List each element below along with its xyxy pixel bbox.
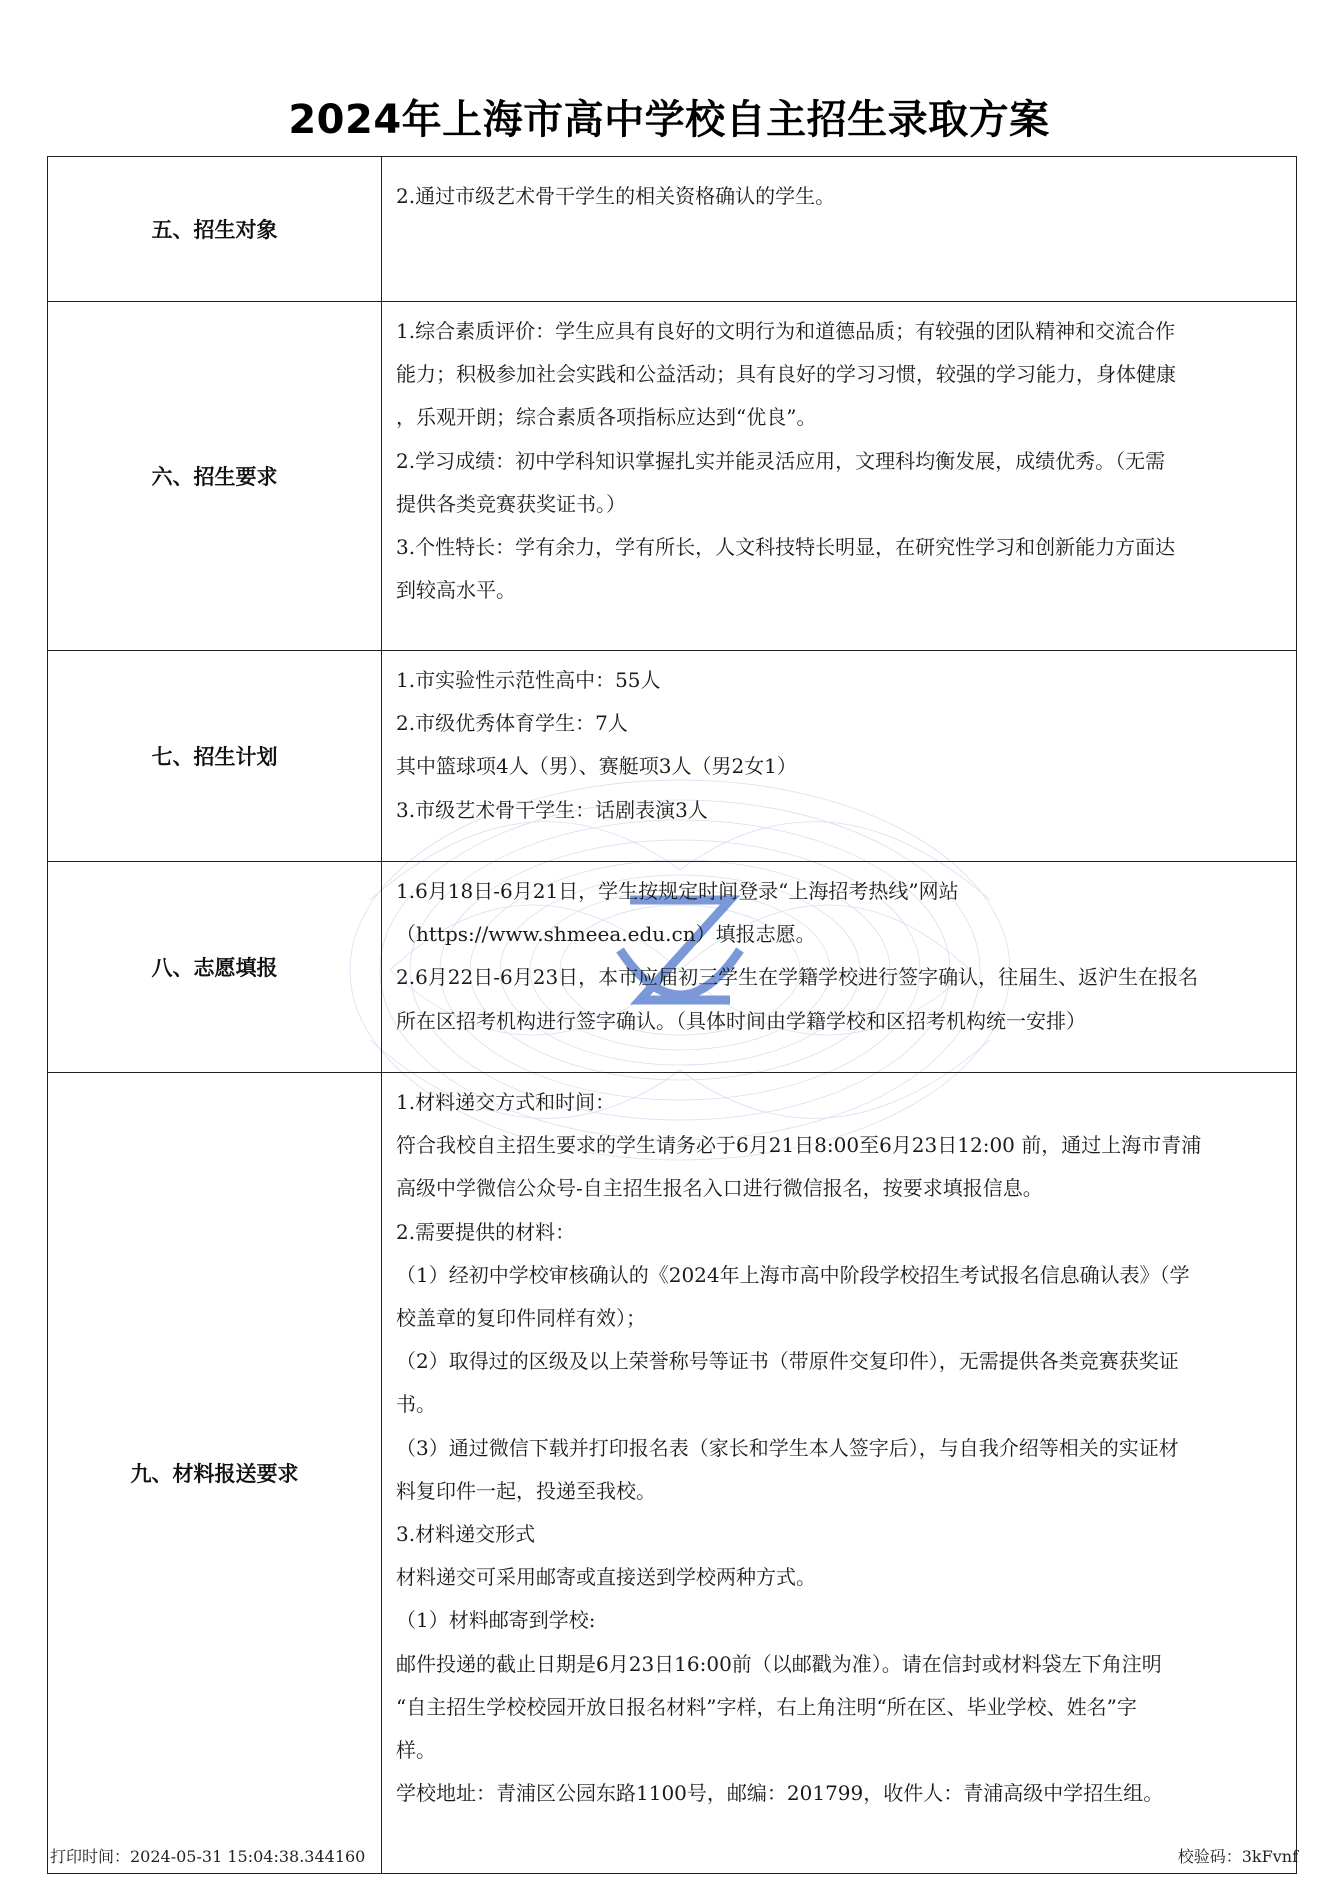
content-line: 2.学习成绩：初中学科知识掌握扎实并能灵活应用，文理科均衡发展，成绩优秀。（无需 bbox=[396, 448, 1166, 473]
table-row bbox=[48, 1073, 1297, 1874]
content-line: 提供各类竞赛获奖证书。） bbox=[396, 491, 626, 516]
content-line: 1.材料递交方式和时间： bbox=[396, 1090, 616, 1114]
content-line: 邮件投递的截止日期是6月23日16:00前（以邮戳为准）。请在信封或材料袋左下角注明 bbox=[396, 1651, 1162, 1676]
content-line: 3.个性特长：学有余力，学有所长，人文科技特长明显，在研究性学习和创新能力方面达 bbox=[396, 535, 1176, 560]
table-row bbox=[48, 651, 1297, 862]
content-line: （https://www.shmeea.edu.cn）填报志愿。 bbox=[396, 922, 816, 947]
content-line: 材料递交可采用邮寄或直接送到学校两种方式。 bbox=[396, 1565, 816, 1590]
content-line: 所在区招考机构进行签字确认。（具体时间由学籍学校和区招考机构统一安排） bbox=[396, 1008, 1086, 1033]
table-row bbox=[48, 157, 1297, 302]
row-content bbox=[382, 302, 1297, 651]
content-line: 书。 bbox=[396, 1392, 436, 1417]
content-line: 2.6月22日-6月23日，本市应届初三学生在学籍学校进行签字确认，往届生、返沪生在报名 bbox=[396, 965, 1199, 990]
row-label: 六、招生要求 bbox=[48, 302, 382, 651]
admission-plan-table bbox=[47, 156, 1297, 1874]
content-line: 2.需要提供的材料： bbox=[396, 1219, 576, 1244]
print-time: 打印时间：2024-05-31 15:04:38.344160 bbox=[50, 1847, 366, 1866]
content-line: 1.综合素质评价：学生应具有良好的文明行为和道德品质；有较强的团队精神和交流合作 bbox=[396, 319, 1176, 343]
content-line: 1.6月18日-6月21日，学生按规定时间登录“上海招考热线”网站 bbox=[396, 879, 959, 903]
content-line: 符合我校自主招生要求的学生请务必于6月21日8:00至6月23日12:00 前，通过上海市青浦 bbox=[396, 1133, 1202, 1158]
content-line: 3.材料递交形式 bbox=[396, 1522, 536, 1547]
content-line: 2.市级优秀体育学生：7人 bbox=[396, 711, 628, 736]
content-line: 校盖章的复印件同样有效）； bbox=[396, 1306, 646, 1331]
content-line: （2）取得过的区级及以上荣誉称号等证书（带原件交复印件），无需提供各类竞赛获奖证 bbox=[396, 1349, 1179, 1374]
content-line: ，乐观开朗；综合素质各项指标应达到“优良”。 bbox=[396, 405, 817, 430]
content-line: （3）通过微信下载并打印报名表（家长和学生本人签字后），与自我介绍等相关的实证材 bbox=[396, 1435, 1179, 1460]
content-line: 高级中学微信公众号-自主招生报名入口进行微信报名，按要求填报信息。 bbox=[396, 1176, 1043, 1201]
table-row bbox=[48, 862, 1297, 1073]
row-content bbox=[382, 651, 1297, 862]
table-row bbox=[48, 302, 1297, 651]
content-line: （1）材料邮寄到学校: bbox=[396, 1608, 596, 1633]
content-line: 料复印件一起，投递至我校。 bbox=[396, 1478, 656, 1503]
content-line: 学校地址：青浦区公园东路1100号，邮编：201799，收件人：青浦高级中学招生组。 bbox=[396, 1781, 1164, 1806]
content-line: 能力；积极参加社会实践和公益活动；具有良好的学习习惯，较强的学习能力，身体健康 bbox=[396, 362, 1176, 387]
content-line: 2.通过市级艺术骨干学生的相关资格确认的学生。 bbox=[396, 184, 836, 208]
content-line: 其中篮球项4人（男）、赛艇项3人（男2女1） bbox=[396, 754, 797, 779]
content-line: （1）经初中学校审核确认的《2024年上海市高中阶段学校招生考试报名信息确认表》（学 bbox=[396, 1262, 1190, 1287]
content-line: 到较高水平。 bbox=[396, 578, 516, 603]
row-content bbox=[382, 862, 1297, 1073]
content-line: 1.市实验性示范性高中：55人 bbox=[396, 668, 661, 692]
row-label: 七、招生计划 bbox=[48, 651, 382, 862]
row-label: 五、招生对象 bbox=[48, 157, 382, 302]
document-title: 2024年上海市高中学校自主招生录取方案 bbox=[288, 97, 1050, 143]
row-content bbox=[382, 1073, 1297, 1874]
content-line: 3.市级艺术骨干学生：话剧表演3人 bbox=[396, 797, 708, 822]
content-line: 样。 bbox=[396, 1738, 436, 1763]
row-content bbox=[382, 157, 1297, 302]
check-code: 校验码：3kFvnf bbox=[1177, 1847, 1298, 1866]
row-label: 八、志愿填报 bbox=[48, 862, 382, 1073]
row-label: 九、材料报送要求 bbox=[48, 1073, 382, 1874]
content-line: “自主招生学校校园开放日报名材料”字样，右上角注明“所在区、毕业学校、姓名”字 bbox=[396, 1694, 1137, 1719]
